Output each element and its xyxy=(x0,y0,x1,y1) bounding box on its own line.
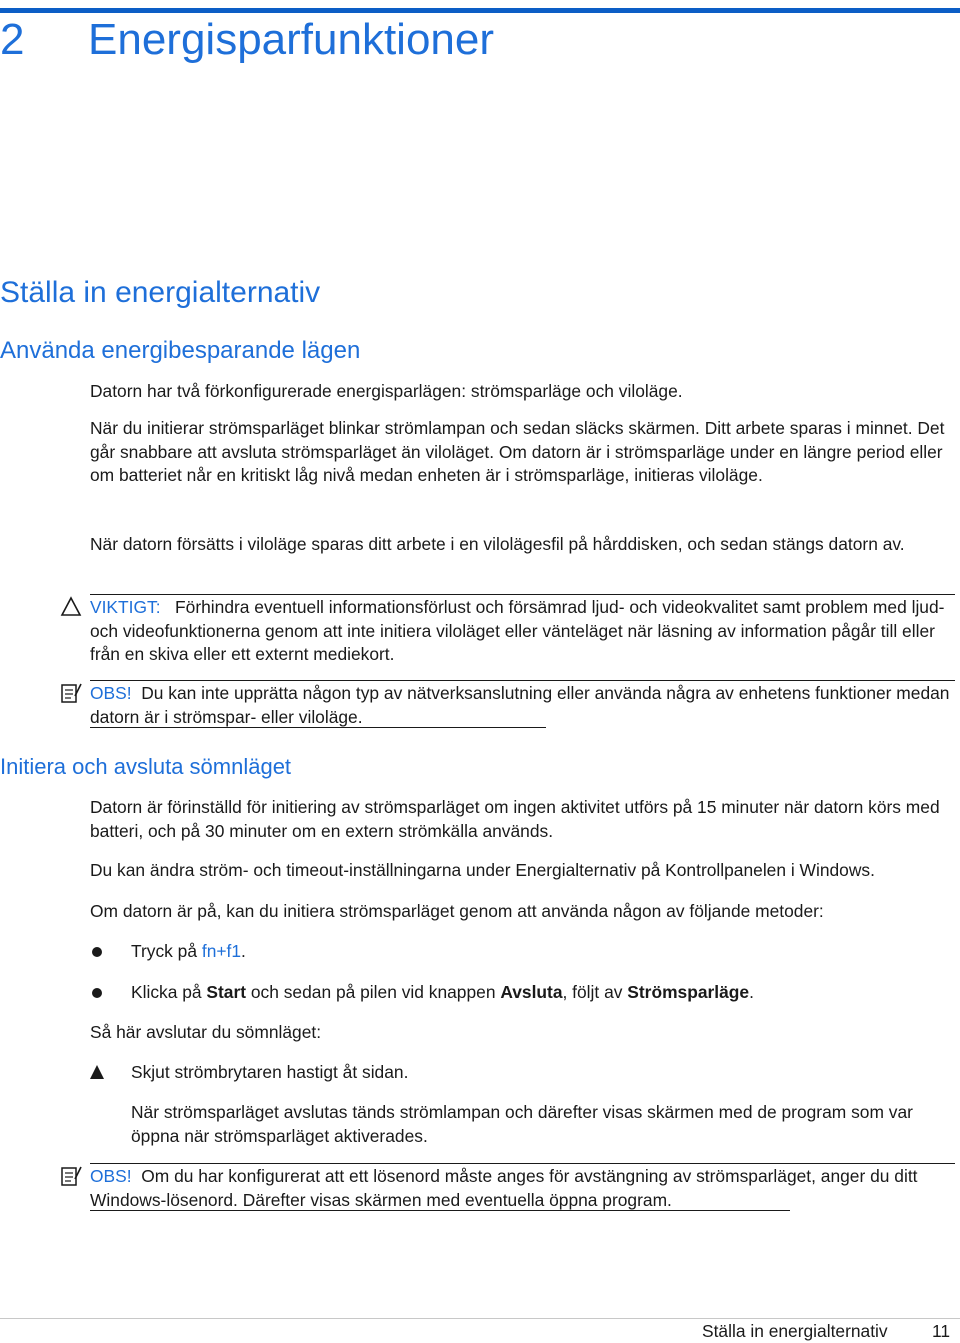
page-number: 11 xyxy=(932,1321,951,1341)
note-bottom-rule xyxy=(90,727,546,728)
step-detail-text: När strömsparläget avslutas tänds strömlampan och därefter visas skärmen med de program som var öppna när strömsparläget aktiverades. xyxy=(131,1102,913,1146)
caution-top-rule xyxy=(90,594,955,595)
note-pad-icon xyxy=(60,1165,82,1187)
paragraph-sleep: När du initierar strömsparläget blinkar strömlampan och sedan släcks skärmen. Ditt arbete sparas i minnet. Det går snabbare att avsluta strömsparläget än viloläget. Om datorn är i strömsparläge under en längre period eller om batteriet når en kritiskt låg nivå medan enheten är i strömsparläge, initieras viloläge. xyxy=(90,418,945,485)
chapter-title xyxy=(0,14,494,66)
paragraph-default-timeout: Datorn är förinställd för initiering av strömsparläget om ingen aktivitet utförs på 15 minuter när datorn körs med batteri, och på 30 minuter om en extern strömkälla används. xyxy=(90,797,940,841)
caution-label: VIKTIGT: xyxy=(90,597,161,617)
paragraph-intro: Datorn har två förkonfigurerade energisparlägen: strömsparläge och viloläge. xyxy=(90,381,683,401)
caution-triangle-icon xyxy=(60,596,82,618)
note-top-rule xyxy=(90,680,955,681)
note-label: OBS! xyxy=(90,1166,132,1186)
paragraph-exit-sleep: Så här avslutar du sömnläget: xyxy=(90,1022,322,1042)
section-title: Ställa in energialternativ xyxy=(0,276,321,309)
paragraph xyxy=(90,1021,956,1045)
subsection-title-energy-modes: Använda energibesparande lägen xyxy=(0,337,361,364)
paragraph xyxy=(90,533,956,557)
list-item-text: . xyxy=(241,941,246,961)
note-top-rule xyxy=(90,1163,955,1164)
ui-term-start: Start xyxy=(206,982,247,1002)
note-pad-icon xyxy=(60,682,82,704)
note-1 xyxy=(90,682,956,729)
caution-note xyxy=(90,596,956,667)
list-item-text: Klicka på xyxy=(131,982,207,1002)
list-item-text: . xyxy=(749,982,754,1002)
paragraph-methods: Om datorn är på, kan du initiera strömsparläget genom att använda någon av följande metoder: xyxy=(90,901,824,921)
bullet-dot xyxy=(92,988,102,998)
paragraph xyxy=(90,796,956,843)
list-item-text: , följt av xyxy=(562,982,628,1002)
paragraph xyxy=(90,380,956,404)
bullet-dot xyxy=(92,947,102,957)
footer-section: Ställa in energialternativ xyxy=(702,1321,888,1341)
ui-term-sleep: Strömsparläge xyxy=(627,982,750,1002)
list-item-fn-f1 xyxy=(131,940,951,964)
list-item-start-menu xyxy=(131,981,951,1005)
step-text: Skjut strömbrytaren hastigt åt sidan. xyxy=(131,1062,409,1082)
chapter-number: 2 xyxy=(0,15,25,64)
list-item-text: Tryck på xyxy=(131,941,202,961)
note-text: Du kan inte upprätta någon typ av nätverksanslutning eller använda några av enhetens funktioner medan datorn är i strömspar- eller viloläge. xyxy=(90,683,950,727)
paragraph-hibernate: När datorn försätts i viloläge sparas ditt arbete i en vilolägesfil på hårddisken, och sedan stängs datorn av. xyxy=(90,534,905,554)
caution-text: Förhindra eventuell informationsförlust och försämrad ljud- och videokvalitet samt problem med ljud- och videofunktionerna genom att inte initiera viloläget eller vänteläget när läsning av information pågår till eller från en skiva eller ett externt mediekort. xyxy=(90,597,945,664)
chapter-title-text: Energisparfunktioner xyxy=(88,15,495,64)
paragraph-change-settings: Du kan ändra ström- och timeout-inställningarna under Energialternativ på Kontrollpanelen i Windows. xyxy=(90,860,875,880)
note-2 xyxy=(90,1165,956,1212)
chapter-rule xyxy=(0,8,960,13)
ui-term-shutdown: Avsluta xyxy=(500,982,563,1002)
footer-rule xyxy=(0,1318,960,1319)
step-detail xyxy=(131,1101,956,1148)
note-bottom-rule xyxy=(90,1210,790,1211)
note-label: OBS! xyxy=(90,683,132,703)
paragraph xyxy=(90,900,956,924)
subsection-title-sleep: Initiera och avsluta sömnläget xyxy=(0,754,292,779)
key-combo: fn+f1 xyxy=(201,941,242,961)
paragraph xyxy=(90,859,956,883)
paragraph xyxy=(90,417,956,488)
step-item xyxy=(131,1061,951,1085)
note-text: Om du har konfigurerat att ett lösenord måste anges för avstängning av strömsparläget, anger du ditt Windows-lösenord. Därefter visas skärmen med eventuella öppna program. xyxy=(90,1166,918,1210)
step-triangle-icon xyxy=(90,1065,104,1079)
list-item-text: och sedan på pilen vid knappen xyxy=(246,982,501,1002)
